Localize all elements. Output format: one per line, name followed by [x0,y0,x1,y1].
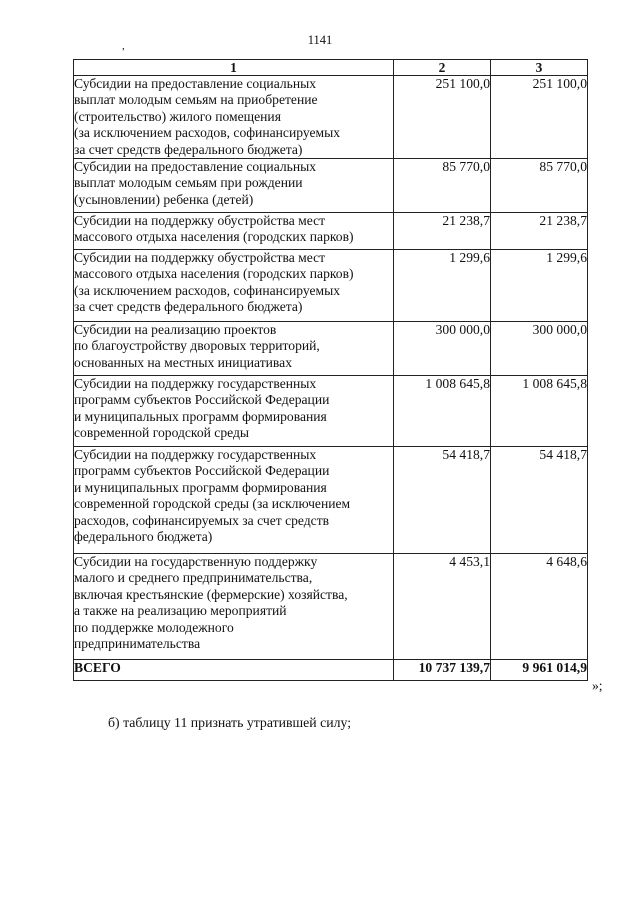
row-description: Субсидии на поддержку обустройства мест массового отдыха населения (городских парков) (за исключением расходов, софинансируемых за счет средств федерального бюджета) [74,250,394,322]
table-row [74,213,588,250]
total-value-col2: 10 737 139,7 [394,660,491,681]
row-description: Субсидии на поддержку обустройства мест массового отдыха населения (городских парков) [74,213,394,250]
column-header-3: 3 [491,60,588,76]
row-value-col3: 1 008 645,8 [491,376,588,447]
subsidy-table [73,59,588,681]
row-value-col2: 21 238,7 [394,213,491,250]
row-value-col3: 300 000,0 [491,322,588,376]
table-row [74,322,588,376]
row-value-col3: 54 418,7 [491,447,588,554]
table-row [74,250,588,322]
row-value-col3: 4 648,6 [491,554,588,660]
row-value-col2: 251 100,0 [394,76,491,159]
row-value-col2: 300 000,0 [394,322,491,376]
table-row [74,554,588,660]
closing-quote: »; [592,678,603,693]
page-number: 1141 [307,33,333,47]
column-header-2: 2 [394,60,491,76]
row-description: Субсидии на поддержку государственных программ субъектов Российской Федерации и муниципальных программ формирования современной городской среды (за исключением расходов, софинансируемых за счет средств федерального бюджета) [74,447,394,554]
row-description: Субсидии на поддержку государственных программ субъектов Российской Федерации и муниципальных программ формирования современной городской среды [74,376,394,447]
row-value-col3: 1 299,6 [491,250,588,322]
row-value-col2: 4 453,1 [394,554,491,660]
table-row [74,76,588,159]
row-value-col3: 251 100,0 [491,76,588,159]
total-value-col3: 9 961 014,9 [491,660,588,681]
row-value-col2: 1 008 645,8 [394,376,491,447]
table-row [74,447,588,554]
table-row [74,376,588,447]
row-value-col2: 85 770,0 [394,159,491,213]
row-value-col2: 54 418,7 [394,447,491,554]
row-description: Субсидии на государственную поддержку малого и среднего предпринимательства, включая крестьянские (фермерские) хозяйства, а также на реализацию мероприятий по поддержке молодежного предпринимательства [74,554,394,660]
row-value-col3: 85 770,0 [491,159,588,213]
stray-mark: , [122,40,125,52]
row-description: Субсидии на предоставление социальных выплат молодым семьям при рождении (усыновлении) ребенка (детей) [74,159,394,213]
body-paragraph: б) таблицу 11 признать утратившей силу; [108,715,352,730]
table-header-row [74,60,588,76]
row-value-col3: 21 238,7 [491,213,588,250]
total-label: ВСЕГО [74,660,394,681]
column-header-1: 1 [74,60,394,76]
row-description: Субсидии на предоставление социальных выплат молодым семьям на приобретение (строительство) жилого помещения (за исключением расходов, софинансируемых за счет средств федерального бюджета) [74,76,394,159]
row-value-col2: 1 299,6 [394,250,491,322]
row-description: Субсидии на реализацию проектов по благоустройству дворовых территорий, основанных на местных инициативах [74,322,394,376]
table-row [74,159,588,213]
table-total-row [74,660,588,681]
